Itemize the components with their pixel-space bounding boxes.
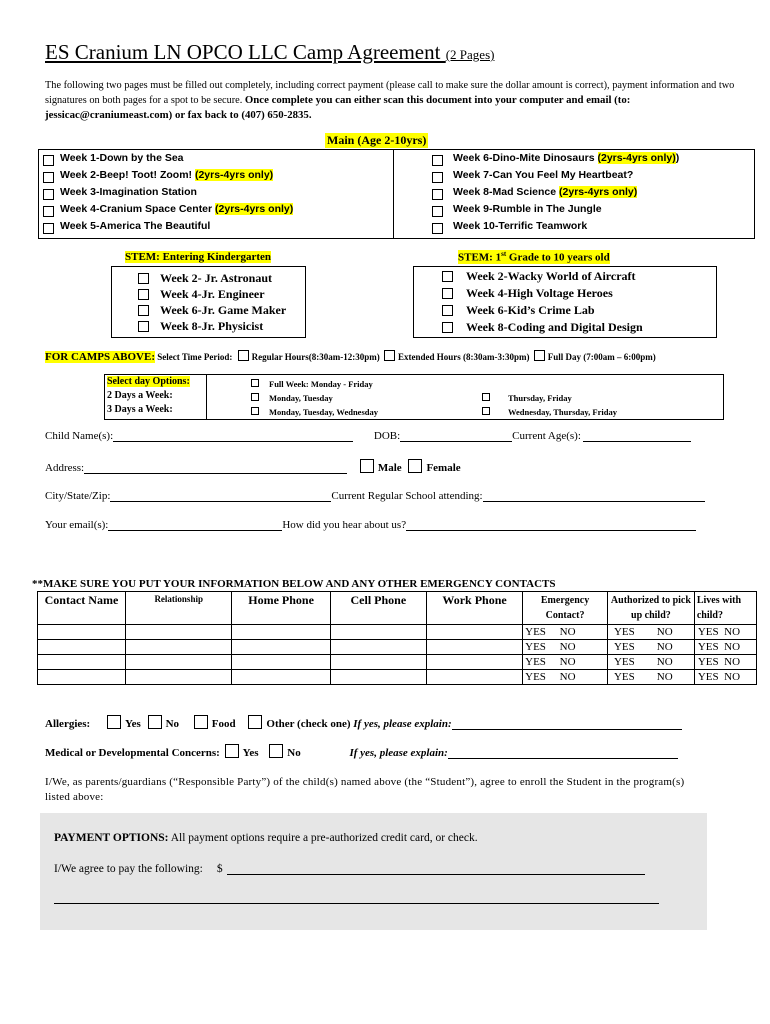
stem-k-item[interactable]: Week 4-Jr. Engineer: [160, 286, 286, 302]
stem-1-item[interactable]: Week 4-High Voltage Heroes: [466, 285, 643, 302]
female-checkbox[interactable]: [408, 459, 422, 473]
checkbox[interactable]: [138, 321, 149, 332]
day-options-box: Select day Options: 2 Days a Week: 3 Days a Week: Full Week: Monday - Friday Monday, Tuesday Monday, Tuesday, Wednesday Thursday, Friday Wednesday, Thursday, Friday: [104, 374, 724, 420]
table-row: YES NO YES NO YES NO: [38, 625, 757, 640]
checkbox[interactable]: [432, 223, 443, 234]
main-week-item[interactable]: Week 2-Beep! Toot! Zoom! (2yrs-4yrs only): [60, 169, 392, 186]
col-cell-phone: Cell Phone: [330, 592, 426, 625]
dob-field[interactable]: [400, 430, 512, 442]
col-work-phone: Work Phone: [426, 592, 522, 625]
school-field[interactable]: [483, 490, 705, 502]
allergies-no-checkbox[interactable]: [148, 715, 162, 729]
main-week-item[interactable]: Week 4-Cranium Space Center (2yrs-4yrs only): [60, 203, 392, 220]
checkbox[interactable]: [251, 393, 259, 401]
col-emergency: Emergency Contact?: [523, 592, 608, 625]
checkbox[interactable]: [138, 305, 149, 316]
camps-above-label: FOR CAMPS ABOVE:: [45, 351, 155, 363]
stem-k-item[interactable]: Week 2- Jr. Astronaut: [160, 270, 286, 286]
medical-explain-field[interactable]: [448, 747, 678, 759]
payment-amount-field[interactable]: [227, 863, 645, 875]
male-checkbox[interactable]: [360, 459, 374, 473]
stem-k-heading: STEM: Entering Kindergarten: [125, 251, 272, 263]
day-option[interactable]: Thursday, Friday: [482, 391, 617, 405]
title-text: ES Cranium LN OPCO LLC Camp Agreement: [45, 40, 446, 64]
day-option[interactable]: Full Week: Monday - Friday: [251, 377, 378, 391]
main-week-item[interactable]: Week 3-Imagination Station: [60, 186, 392, 203]
agreement-text: I/We, as parents/guardians (“Responsible Party”) of the child(s) named above (the “Student”), agree to enroll the Student in the program(s) listed above:: [45, 776, 685, 803]
day-option[interactable]: Monday, Tuesday: [251, 391, 378, 405]
payment-agree-row: I/We agree to pay the following: $: [54, 863, 645, 875]
main-right-list: [453, 152, 753, 237]
checkbox[interactable]: [251, 407, 259, 415]
day-option[interactable]: Monday, Tuesday, Wednesday: [251, 405, 378, 419]
column-divider: [393, 150, 394, 238]
child-name-row: Child Name(s): DOB: Current Age(s):: [45, 430, 691, 442]
stem-k-item[interactable]: Week 6-Jr. Game Maker: [160, 302, 286, 318]
col-lives-with: Lives with child?: [694, 592, 756, 625]
main-week-item[interactable]: Week 5-America The Beautiful: [60, 220, 392, 237]
main-week-item[interactable]: Week 9-Rumble in The Jungle: [453, 203, 753, 220]
payment-box: [40, 813, 707, 930]
checkbox[interactable]: [442, 305, 453, 316]
child-name-field[interactable]: [113, 430, 353, 442]
main-week-item[interactable]: Week 6-Dino-Mite Dinosaurs (2yrs-4yrs only)): [453, 152, 753, 169]
time-period-row: FOR CAMPS ABOVE: Select Time Period: Regular Hours(8:30am-12:30pm) Extended Hours (8:30am-3:30pm) Full Day (7:00am – 6:00pm): [45, 351, 656, 363]
referral-field[interactable]: [406, 519, 696, 531]
medical-row: Medical or Developmental Concerns: Yes No If yes, please explain:: [45, 744, 678, 759]
age-field[interactable]: [583, 430, 691, 442]
intro-bold-2: and email (to: jessicac@craniumeast.com) or fax back to (407) 650-2835.: [45, 94, 631, 121]
payment-options: PAYMENT OPTIONS: All payment options require a pre-authorized credit card, or check.: [54, 832, 478, 844]
checkbox[interactable]: [138, 273, 149, 284]
intro-plain: The following two pages must be filled out completely, including correct payment (please call to make sure the dollar amount is correct), payment information and two signatures on both pages for a spot to be secure.: [45, 80, 735, 106]
allergies-explain-field[interactable]: [452, 718, 682, 730]
checkbox[interactable]: [43, 189, 54, 200]
checkbox[interactable]: [442, 288, 453, 299]
intro-paragraph: [45, 79, 735, 123]
intro-bold-1: Once complete you can either scan this document into your computer: [244, 94, 564, 106]
table-row: YES NO YES NO YES NO: [38, 670, 757, 685]
medical-yes-checkbox[interactable]: [225, 744, 239, 758]
main-week-item[interactable]: Week 7-Can You Feel My Heartbeat?: [453, 169, 753, 186]
extended-hours-checkbox[interactable]: [384, 350, 395, 361]
main-week-item[interactable]: Week 8-Mad Science (2yrs-4yrs only): [453, 186, 753, 203]
address-row: Address: Male Female: [45, 459, 461, 474]
main-week-item[interactable]: Week 10-Terrific Teamwork: [453, 220, 753, 237]
stem-1-item[interactable]: Week 8-Coding and Digital Design: [466, 319, 643, 336]
full-day-checkbox[interactable]: [534, 350, 545, 361]
col-home-phone: Home Phone: [232, 592, 330, 625]
select-day-label: Select day Options:: [107, 376, 190, 387]
checkbox[interactable]: [43, 155, 54, 166]
stem-1-item[interactable]: Week 2-Wacky World of Aircraft: [466, 268, 643, 285]
main-camp-grid: [38, 149, 755, 239]
checkbox[interactable]: [442, 322, 453, 333]
regular-hours-checkbox[interactable]: [238, 350, 249, 361]
email-field[interactable]: [108, 519, 282, 531]
stem-1-box: [413, 266, 717, 338]
checkbox[interactable]: [482, 407, 490, 415]
checkbox[interactable]: [43, 206, 54, 217]
table-row: YES NO YES NO YES NO: [38, 655, 757, 670]
table-header-row: [38, 592, 757, 625]
city-field[interactable]: [110, 490, 331, 502]
table-row: YES NO YES NO YES NO: [38, 640, 757, 655]
checkbox[interactable]: [442, 271, 453, 282]
main-left-list: [60, 152, 392, 237]
stem-1-item[interactable]: Week 6-Kid’s Crime Lab: [466, 302, 643, 319]
contacts-table: [37, 591, 757, 685]
checkbox[interactable]: [432, 206, 443, 217]
medical-no-checkbox[interactable]: [269, 744, 283, 758]
stem-1-heading: STEM: 1st Grade to 10 years old: [458, 250, 610, 264]
checkbox[interactable]: [482, 393, 490, 401]
contacts-heading: **MAKE SURE YOU PUT YOUR INFORMATION BELOW AND ANY OTHER EMERGENCY CONTACTS: [32, 578, 556, 590]
payment-extra-line[interactable]: [54, 903, 659, 904]
stem-k-box: [111, 266, 306, 338]
email-row: Your email(s): How did you hear about us?: [45, 519, 696, 531]
checkbox[interactable]: [138, 289, 149, 300]
page-title: [45, 40, 494, 65]
checkbox[interactable]: [43, 172, 54, 183]
checkbox[interactable]: [43, 223, 54, 234]
main-week-item[interactable]: Week 1-Down by the Sea: [60, 152, 392, 169]
col-relationship: Relationship: [125, 592, 232, 625]
day-option[interactable]: Wednesday, Thursday, Friday: [482, 405, 617, 419]
allergies-row: Allergies: Yes No Food Other (check one) If yes, please explain:: [45, 715, 682, 730]
allergies-other-checkbox[interactable]: [248, 715, 262, 729]
checkbox[interactable]: [432, 172, 443, 183]
col-authorized: Authorized to pick up child?: [607, 592, 694, 625]
allergies-yes-checkbox[interactable]: [107, 715, 121, 729]
col-contact-name: Contact Name: [38, 592, 126, 625]
allergies-food-checkbox[interactable]: [194, 715, 208, 729]
checkbox[interactable]: [432, 155, 443, 166]
checkbox[interactable]: [251, 379, 259, 387]
address-field[interactable]: [84, 462, 347, 474]
checkbox[interactable]: [432, 189, 443, 200]
stem-k-item[interactable]: Week 8-Jr. Physicist: [160, 318, 286, 334]
main-heading: Main (Age 2-10yrs): [327, 133, 427, 147]
title-suffix: (2 Pages): [445, 47, 495, 62]
city-row: City/State/Zip: Current Regular School attending:: [45, 490, 705, 502]
